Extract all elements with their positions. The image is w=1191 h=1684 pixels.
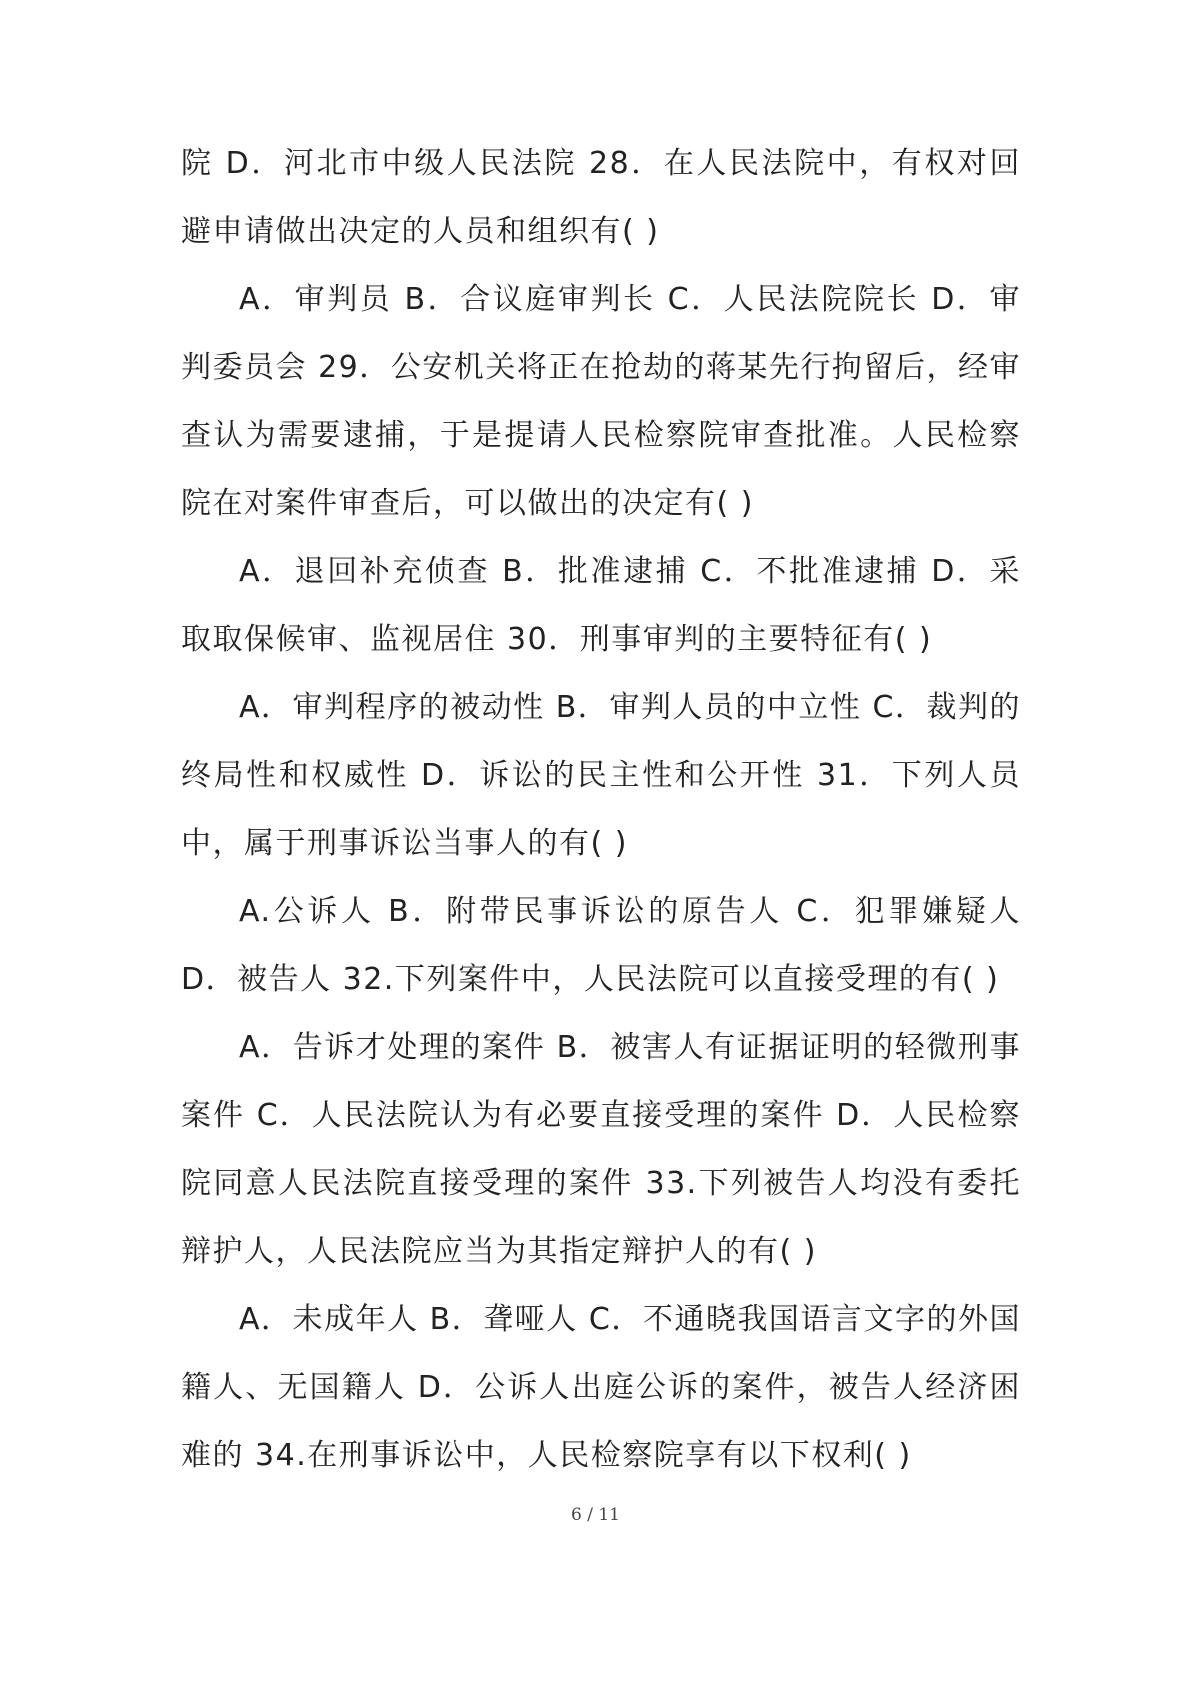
paragraph-q28-continuation: 院 D．河北市中级人民法院 28．在人民法院中，有权对回避申请做出决定的人员和组织有( ) [181,146,1021,249]
paragraph-q30-options-q31: A．审判程序的被动性 B．审判人员的中立性 C．裁判的终局性和权威性 D．诉讼的民主性和公开性 31．下列人员中，属于刑事诉讼当事人的有( ) [181,690,1021,861]
paragraph-q29-options-q30: A．退回补充侦查 B．批准逮捕 C．不批准逮捕 D．采取取保候审、监视居住 30．刑事审判的主要特征有( ) [181,554,1021,657]
page-number: 6 / 11 [571,1505,620,1525]
paragraph-q32-options-q33: A．告诉才处理的案件 B．被害人有证据证明的轻微刑事案件 C．人民法院认为有必要直接受理的案件 D．人民检察院同意人民法院直接受理的案件 33.下列被告人均没有委托辩护人，人民法院应当为其指定辩护人的有( ) [181,1030,1021,1269]
document-body [181,130,1021,1490]
paragraph-q31-options-q32: A.公诉人 B．附带民事诉讼的原告人 C．犯罪嫌疑人 D．被告人 32.下列案件中，人民法院可以直接受理的有( ) [181,894,1021,997]
paragraph-q33-options-q34: A．未成年人 B．聋哑人 C．不通晓我国语言文字的外国籍人、无国籍人 D．公诉人出庭公诉的案件，被告人经济困难的 34.在刑事诉讼中，人民检察院享有以下权利( ) [181,1302,1021,1473]
paragraph-q28-options-q29: A．审判员 B．合议庭审判长 C．人民法院院长 D．审判委员会 29．公安机关将正在抢劫的蒋某先行拘留后，经审查认为需要逮捕，于是提请人民检察院审查批准。人民检察院在对案件审查后，可以做出的决定有( ) [181,282,1021,521]
